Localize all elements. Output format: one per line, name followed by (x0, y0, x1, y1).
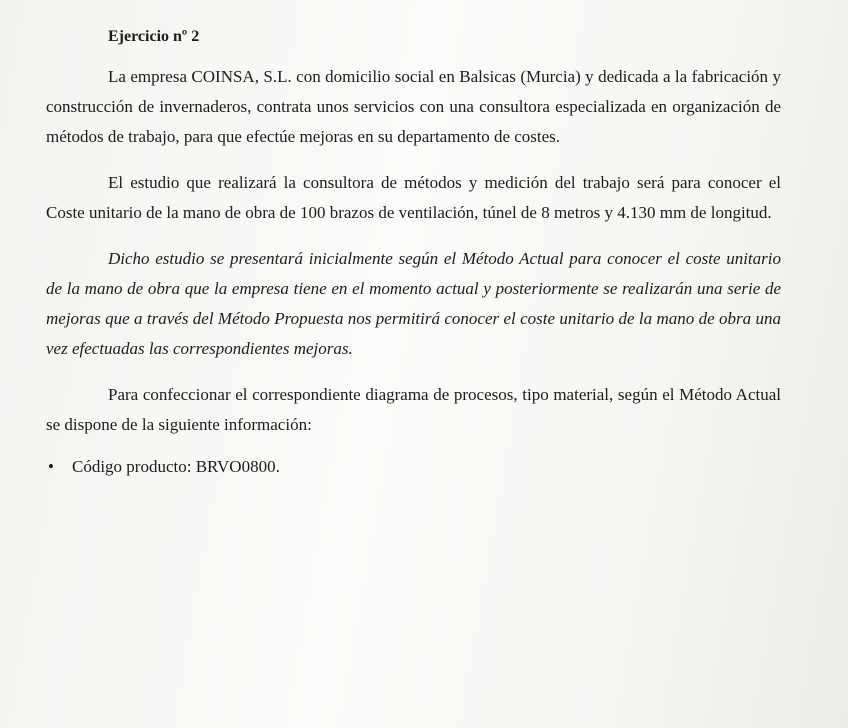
paragraph-company-intro: La empresa COINSA, S.L. con domicilio social en Balsicas (Murcia) y dedicada a la fabricación y construcción de invernaderos, contrata unos servicios con una consultora especializada en organización de métodos de trabajo, para que efectúe mejoras en su departamento de costes. (46, 67, 781, 146)
paragraph-process-diagram: Para confeccionar el correspondiente diagrama de procesos, tipo material, según el Método Actual se dispone de la siguiente información: (46, 385, 781, 434)
list-item-text: Código producto: BRVO0800. (72, 457, 280, 476)
bullet-icon: • (48, 457, 54, 476)
document-content (46, 26, 781, 482)
list-item (46, 452, 781, 482)
paragraph-method-description: Dicho estudio se presentará inicialmente según el Método Actual para conocer el coste unitario de la mano de obra que la empresa tiene en el momento actual y posteriormente se realizarán una serie de mejoras que a través del Método Propuesta nos permitirá conocer el coste unitario de la mano de obra una vez efectuadas las correspondientes mejoras. (46, 249, 781, 358)
paragraph-study-scope: El estudio que realizará la consultora de métodos y medición del trabajo será para conocer el Coste unitario de la mano de obra de 100 brazos de ventilación, túnel de 8 metros y 4.130 mm de longitud. (46, 173, 781, 222)
info-list (46, 452, 781, 482)
exercise-title: Ejercicio nº 2 (108, 28, 200, 45)
